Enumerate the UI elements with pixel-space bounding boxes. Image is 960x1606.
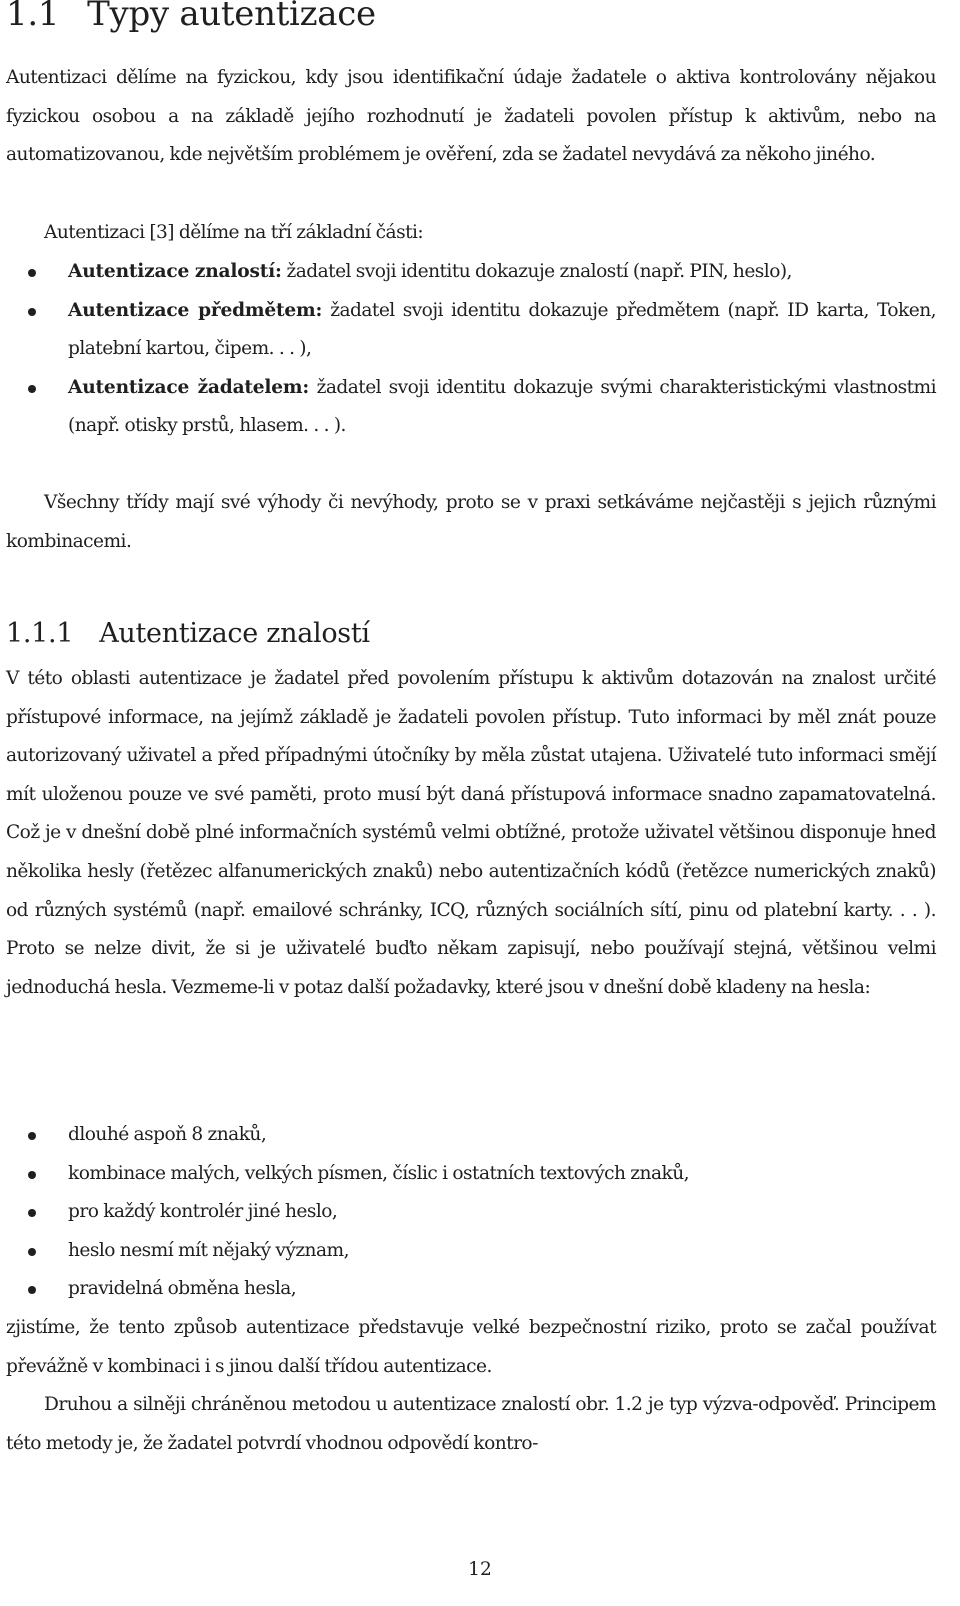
- list-item-text: heslo nesmí mít nějaký význam,: [68, 1239, 349, 1261]
- subsection-heading: [6, 616, 370, 652]
- bullet-icon: [28, 269, 36, 277]
- list-item: [6, 1155, 936, 1194]
- subsection-paragraph-2: zjistíme, že tento způsob autentizace představuje velké bezpečnostní riziko, proto se začal používat převážně v kombinaci i s jinou další třídou autentizace.: [6, 1317, 936, 1377]
- list-item-term: Autentizace žadatelem:: [68, 376, 310, 398]
- intro-paragraph-3: Všechny třídy mají své výhody či nevýhody, proto se v praxi setkáváme nejčastěji s jejich různými kombinacemi.: [6, 492, 936, 552]
- list-item: [6, 1116, 936, 1155]
- bullet-icon: [28, 1209, 36, 1217]
- bullet-icon: [28, 1286, 36, 1294]
- list-item-text: žadatel svoji identitu dokazuje předmětem (např. ID karta, Token, platební kartou, čipem. . . ),: [68, 299, 936, 360]
- bullet-icon: [28, 1132, 36, 1140]
- bullet-icon: [28, 1248, 36, 1256]
- intro-paragraph-2: Autentizaci [3] dělíme na tří základní části:: [44, 222, 424, 243]
- subsection-paragraph-3: Druhou a silněji chráněnou metodou u autentizace znalostí obr. 1.2 je typ výzva-odpověď. Principem této metody je, že žadatel potvrdí vhodnou odpovědí kontro-: [6, 1394, 936, 1454]
- list-item-text: žadatel svoji identitu dokazuje znalostí (např. PIN, heslo),: [281, 261, 792, 282]
- list-item-text: pravidelná obměna hesla,: [68, 1278, 297, 1300]
- list-item: [6, 1193, 936, 1232]
- list-item: [6, 369, 936, 446]
- section-number: 1.1: [6, 0, 60, 34]
- list-item-text: žadatel svoji identitu dokazuje svými charakteristickými vlastnostmi (např. otisky prstů, hlasem. . . ).: [68, 376, 937, 437]
- list-item: [6, 1232, 936, 1271]
- bullet-icon: [28, 385, 36, 393]
- list-item-term: Autentizace předmětem:: [68, 299, 323, 321]
- section-heading: [6, 0, 376, 36]
- list-item: [6, 1270, 936, 1309]
- section-title: Typy autentizace: [87, 0, 376, 34]
- intro-paragraph-1: Autentizaci dělíme na fyzickou, kdy jsou identifikační údaje žadatele o aktiva kontrolovány nějakou fyzickou osobou a na základě jejího rozhodnutí je žadateli povolen přístup k aktivům, nebo na automatizovanou, kde největším problémem je ověření, zda se žadatel nevydává za někoho jiného.: [6, 67, 936, 166]
- subsection-paragraph-1: V této oblasti autentizace je žadatel před povolením přístupu k aktivům dotazován na znalost určité přístupové informace, na jejímž základě je žadateli povolen přístup. Tuto informaci by měl znát pouze autorizovaný uživatel a před případnými útočníky by měla zůstat utajena. Uživatelé tuto informaci smějí mít uloženou pouze ve své paměti, proto musí být daná přístupová informace snadno zapamatovatelná. Což je v dnešní době plné informačních systémů velmi obtížné, protože uživatel většinou disponuje hned několika hesly (řetězec alfanumerických znaků) nebo autentizačních kódů (řetězce numerických znaků) od různých systémů (např. emailové schránky, ICQ, různých sociálních sítí, pinu od platební karty. . . ). Proto se nelze divit, že si je uživatelé buďto někam zapisují, nebo používají stejná, většinou velmi jednoduchá hesla. Vezmeme-li v potaz další požadavky, které jsou v dnešní době kladeny na hesla:: [6, 668, 936, 998]
- bullet-icon: [28, 308, 36, 316]
- list-item-text: kombinace malých, velkých písmen, číslic i ostatních textových znaků,: [68, 1162, 690, 1184]
- subsection-title: Autentizace znalostí: [99, 618, 370, 649]
- list-item-term: Autentizace znalostí:: [68, 261, 282, 282]
- list-item-text: pro každý kontrolér jiné heslo,: [68, 1201, 338, 1223]
- bullet-icon: [28, 1171, 36, 1179]
- page-number: 12: [468, 1559, 492, 1580]
- list-item: [6, 292, 936, 369]
- password-requirements-list: [6, 1116, 936, 1309]
- subsection-number: 1.1.1: [6, 618, 74, 649]
- authentication-types-list: [6, 253, 936, 446]
- list-item-text: dlouhé aspoň 8 znaků,: [68, 1124, 267, 1145]
- list-item: [6, 253, 936, 292]
